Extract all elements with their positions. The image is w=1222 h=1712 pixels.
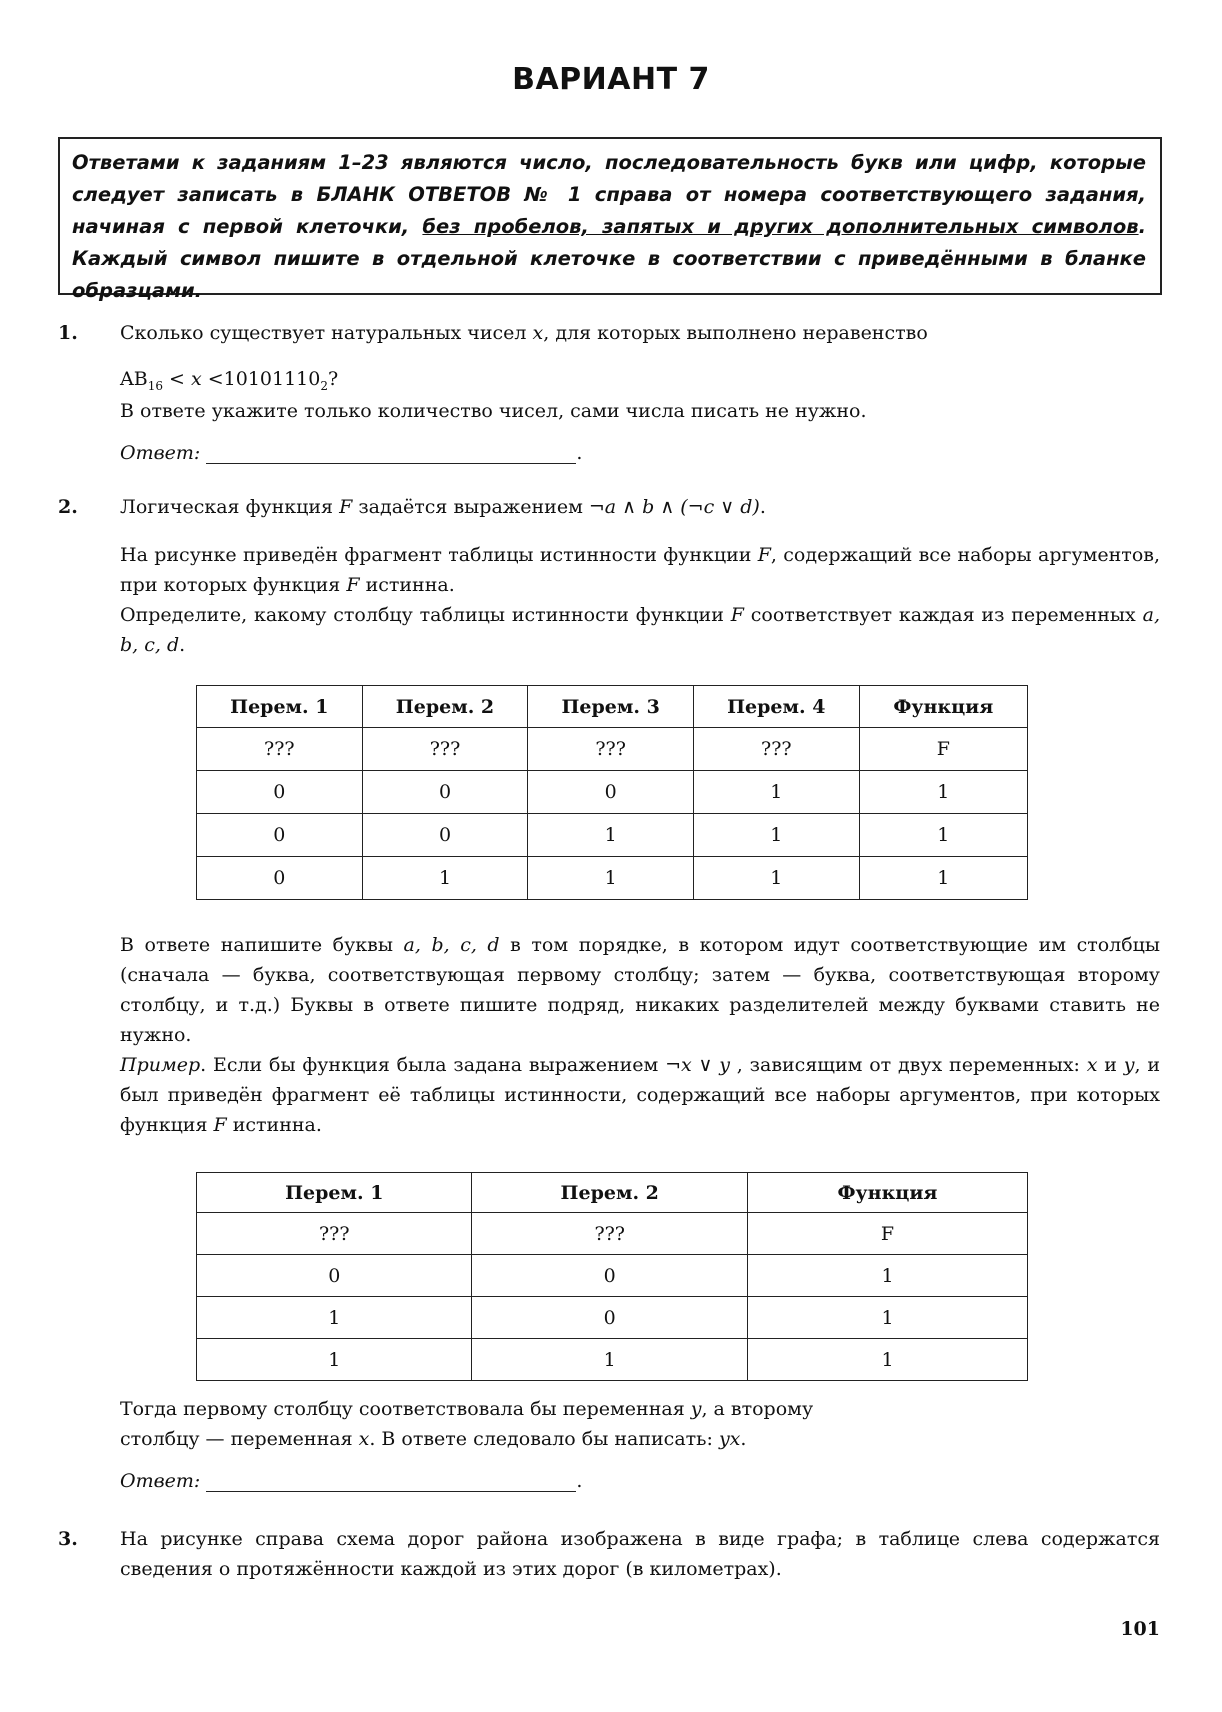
page-title: ВАРИАНТ 7 bbox=[512, 62, 710, 97]
ineq-right: <10101110 bbox=[201, 368, 321, 390]
t1-header-2: Перем. 2 bbox=[362, 686, 528, 728]
para-4-text-c: , и был приведён фрагмент её таблицы истинности, содержащий все наборы аргументов, при которых функция bbox=[120, 1054, 1160, 1136]
task-1-number: 1. bbox=[58, 322, 78, 344]
task-3-question: На рисунке справа схема дорог района изображена в виде графа; в таблице слева содержатся сведения о протяжённости каждой из этих дорог (в километрах). bbox=[120, 1528, 1160, 1580]
table-cell: 1 bbox=[197, 1297, 472, 1339]
para-4-var-F: F bbox=[213, 1114, 227, 1136]
task-1-answer bbox=[120, 442, 582, 464]
example-expression: ¬x ∨ y bbox=[665, 1054, 730, 1076]
ineq-lt: < bbox=[162, 368, 191, 390]
task-2-answer bbox=[120, 1470, 582, 1492]
ineq-question: ? bbox=[328, 368, 339, 390]
table-cell: 0 bbox=[528, 771, 694, 814]
para-2-text-b: соответствует каждая из переменных bbox=[743, 604, 1143, 626]
instructions-text: Ответами к заданиям 1–23 являются число, последовательность букв или цифр, которые следует записать в БЛАНК ОТВЕТОВ № 1 справа от номера соответствующего задания, начиная с первой клеточки, bbox=[72, 151, 1146, 238]
table-cell: 1 bbox=[747, 1255, 1027, 1297]
para-2-var-F: F bbox=[730, 604, 744, 626]
para-5-var-y: y bbox=[690, 1398, 702, 1420]
task-1-question bbox=[120, 318, 1160, 348]
table-cell: 0 bbox=[362, 814, 528, 857]
instructions-box bbox=[58, 137, 1162, 302]
task-2-example bbox=[120, 1050, 1160, 1140]
page-number: 101 bbox=[1120, 1618, 1160, 1640]
ineq-base-2: 2 bbox=[320, 378, 328, 393]
example-label: Пример bbox=[120, 1054, 201, 1076]
table-cell: ??? bbox=[693, 728, 859, 771]
table-cell: ??? bbox=[362, 728, 528, 771]
table-cell: 0 bbox=[472, 1297, 747, 1339]
para-3-vars: a, b, c, d bbox=[403, 934, 500, 956]
task-1-note: В ответе укажите только количество чисел, сами числа писать не нужно. bbox=[120, 400, 867, 422]
table-cell: ??? bbox=[197, 1213, 472, 1255]
and-word: и bbox=[1097, 1054, 1124, 1076]
table-row bbox=[197, 1297, 1028, 1339]
para-1-text-c: истинна. bbox=[359, 574, 455, 596]
table-cell: 1 bbox=[747, 1297, 1027, 1339]
para-4-text-a: . Если бы функция была задана выражением bbox=[200, 1054, 666, 1076]
ineq-var-x: x bbox=[190, 368, 202, 390]
t2-header-1: Перем. 1 bbox=[197, 1173, 472, 1213]
table-cell: 1 bbox=[693, 857, 859, 900]
para-4-text-b: , зависящим от двух переменных: bbox=[729, 1054, 1087, 1076]
var-F: F bbox=[339, 496, 353, 518]
table-cell: 0 bbox=[197, 1255, 472, 1297]
var-x: x bbox=[532, 322, 544, 344]
answer-label: Ответ: bbox=[120, 1470, 201, 1492]
para-4-text-d: истинна. bbox=[226, 1114, 322, 1136]
task-2-para-1 bbox=[120, 540, 1160, 600]
task-2-para-5a bbox=[120, 1394, 1160, 1424]
answer-field[interactable] bbox=[206, 1471, 576, 1492]
task-2-question bbox=[120, 492, 1160, 522]
para-5-text-c: столбцу — переменная bbox=[120, 1428, 359, 1450]
task-2-number: 2. bbox=[58, 496, 78, 518]
table-cell: 1 bbox=[859, 771, 1027, 814]
example-var-x: x bbox=[1086, 1054, 1098, 1076]
para-3-text-b: в том порядке, в котором идут соответствующие им столбцы (сначала — буква, соответствующая первому столбцу; затем — буква, соответствующая второму столбцу, и т.д.) Буквы в ответе пишите подряд, никаких разделителей между буквами ставить не нужно. bbox=[120, 934, 1161, 1046]
table-cell: ??? bbox=[197, 728, 363, 771]
para-2-dot: . bbox=[179, 634, 186, 656]
task-1-text-b: , для которых выполнено неравенство bbox=[543, 322, 928, 344]
ineq-left: AB bbox=[120, 368, 148, 390]
task-2-text-b: задаётся выражением bbox=[352, 496, 589, 518]
table-cell: 0 bbox=[197, 857, 363, 900]
table-cell: 1 bbox=[859, 857, 1027, 900]
para-2-text-a: Определите, какому столбцу таблицы истинности функции bbox=[120, 604, 731, 626]
instructions-text-end: . Каждый символ пишите в отдельной клеточке в соответствии с приведёнными в бланке образцами. bbox=[72, 215, 1146, 302]
table-cell: ??? bbox=[472, 1213, 747, 1255]
t1-header-3: Перем. 3 bbox=[528, 686, 694, 728]
table-row bbox=[197, 771, 1028, 814]
task-1-text: Сколько существует натуральных чисел bbox=[120, 322, 533, 344]
table-cell: 1 bbox=[197, 1339, 472, 1381]
truth-table-1-header-row bbox=[197, 686, 1028, 728]
table-cell: 0 bbox=[472, 1255, 747, 1297]
table-cell: 1 bbox=[472, 1339, 747, 1381]
table-row bbox=[197, 1339, 1028, 1381]
instructions-underlined: без пробелов, запятых и других дополнительных символов bbox=[422, 215, 1139, 238]
truth-table-1 bbox=[196, 685, 1028, 900]
table-row bbox=[197, 1213, 1028, 1255]
table-cell: 0 bbox=[197, 771, 363, 814]
table-cell: 1 bbox=[528, 857, 694, 900]
t1-header-4: Перем. 4 bbox=[693, 686, 859, 728]
task-2-para-3 bbox=[120, 930, 1160, 1050]
task-2-text: Логическая функция bbox=[120, 496, 340, 518]
para-1-var-F-2: F bbox=[346, 574, 360, 596]
para-5-dot: . bbox=[740, 1428, 747, 1450]
para-5-text-a: Тогда первому столбцу соответствовала бы переменная bbox=[120, 1398, 691, 1420]
table-row bbox=[197, 1255, 1028, 1297]
t1-header-1: Перем. 1 bbox=[197, 686, 363, 728]
answer-field[interactable] bbox=[206, 443, 576, 464]
table-cell: F bbox=[747, 1213, 1027, 1255]
para-5-text-d: . В ответе следовало бы написать: bbox=[369, 1428, 719, 1450]
t1-header-5: Функция bbox=[859, 686, 1027, 728]
answer-label: Ответ: bbox=[120, 442, 201, 464]
table-cell: 1 bbox=[693, 814, 859, 857]
example-answer: yx bbox=[718, 1428, 741, 1450]
t2-header-3: Функция bbox=[747, 1173, 1027, 1213]
table-cell: 1 bbox=[528, 814, 694, 857]
truth-table-2 bbox=[196, 1172, 1028, 1381]
table-cell: ??? bbox=[528, 728, 694, 771]
ineq-base-16: 16 bbox=[147, 378, 163, 393]
table-cell: F bbox=[859, 728, 1027, 771]
truth-table-2-header-row bbox=[197, 1173, 1028, 1213]
table-row bbox=[197, 857, 1028, 900]
task-2-dot: . bbox=[759, 496, 766, 518]
task-3-number: 3. bbox=[58, 1528, 78, 1550]
task-2-para-2 bbox=[120, 600, 1160, 660]
answer-dot: . bbox=[576, 1470, 583, 1492]
table-row bbox=[197, 728, 1028, 771]
para-1-text-b: , содержащий все наборы аргументов, при которых функция bbox=[120, 544, 1160, 596]
t2-header-2: Перем. 2 bbox=[472, 1173, 747, 1213]
example-var-y: y bbox=[1123, 1054, 1135, 1076]
table-cell: 1 bbox=[747, 1339, 1027, 1381]
table-cell: 1 bbox=[693, 771, 859, 814]
table-row bbox=[197, 814, 1028, 857]
para-5-text-b: , а второму bbox=[701, 1398, 814, 1420]
para-5-var-x: x bbox=[358, 1428, 370, 1450]
task-2-para-5b bbox=[120, 1424, 1160, 1454]
para-1-var-F: F bbox=[757, 544, 771, 566]
table-cell: 1 bbox=[859, 814, 1027, 857]
logic-expression: ¬a ∧ b ∧ (¬c ∨ d) bbox=[588, 496, 760, 518]
para-2-vars: a, b, c, d bbox=[120, 604, 1160, 656]
para-3-text-a: В ответе напишите буквы bbox=[120, 934, 404, 956]
answer-dot: . bbox=[576, 442, 583, 464]
table-cell: 0 bbox=[197, 814, 363, 857]
table-cell: 1 bbox=[362, 857, 528, 900]
table-cell: 0 bbox=[362, 771, 528, 814]
para-1-text-a: На рисунке приведён фрагмент таблицы истинности функции bbox=[120, 544, 758, 566]
